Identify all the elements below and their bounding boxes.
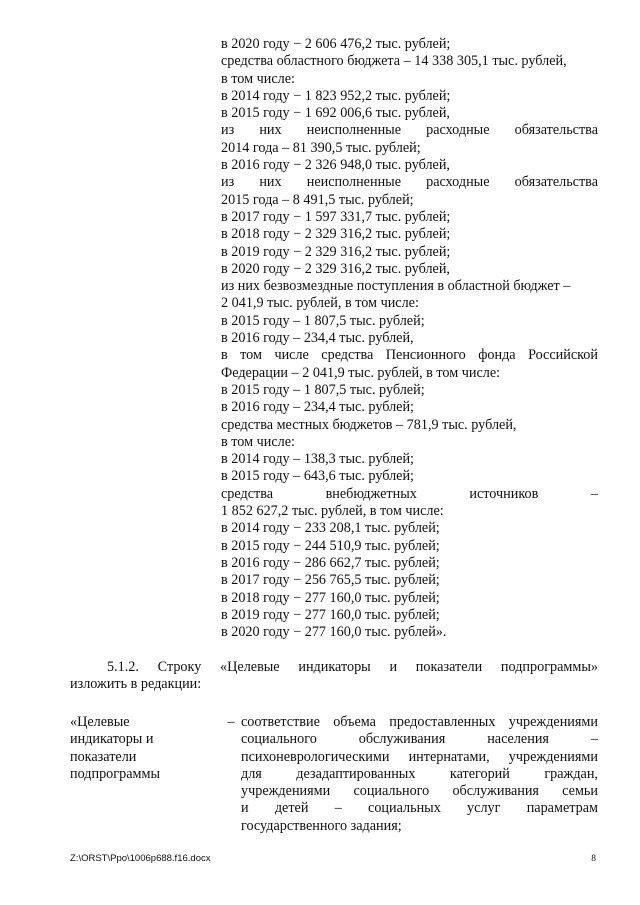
indicators-label [70, 714, 210, 783]
indicators-value-line: для дезадаптированных категорий граждан, [241, 765, 598, 782]
funding-line: из них неисполненные расходные обязательства [221, 174, 598, 191]
indicators-label-line: подпрограммы [70, 765, 160, 782]
funding-line: в 2018 году − 277 160,0 тыс. рублей; [221, 589, 440, 606]
funding-line: в 2014 году – 138,3 тыс. рублей; [221, 451, 414, 468]
funding-line: из них неисполненные расходные обязательства [221, 122, 598, 139]
section-heading-continuation: изложить в редакции: [70, 676, 202, 693]
funding-line: в 2016 году – 234,4 тыс. рублей, [221, 330, 414, 347]
funding-line: в том числе средства Пенсионного фонда Российской [221, 347, 598, 364]
indicators-value-line: и детей – социальных услуг параметрам [241, 800, 598, 817]
funding-line: Федерации – 2 041,9 тыс. рублей, в том числе: [221, 364, 501, 381]
funding-line: из них безвозмездные поступления в областной бюджет – [221, 278, 571, 295]
funding-line: в 2020 году − 277 160,0 тыс. рублей». [221, 624, 447, 641]
indicators-label-line: показатели [70, 748, 137, 765]
indicators-value-line: психоневрологическими интернатами, учреждениями [241, 748, 598, 765]
funding-line: в 2018 году − 2 329 316,2 тыс. рублей; [221, 226, 451, 243]
funding-line: в 2016 году − 2 326 948,0 тыс. рублей, [221, 157, 450, 174]
indicators-value-line: государственного задания; [241, 817, 402, 834]
funding-line: в 2016 году – 234,4 тыс. рублей; [221, 399, 414, 416]
indicators-dash: – [227, 714, 235, 730]
funding-line: в 2015 году − 1 692 006,6 тыс. рублей, [221, 105, 450, 122]
funding-line: в 2020 году − 2 329 316,2 тыс. рублей, [221, 260, 450, 277]
funding-line: в том числе: [221, 70, 295, 87]
indicators-value-line: учреждениями социального обслуживания семьи [241, 783, 598, 800]
section-5-1-2 [70, 659, 598, 694]
funding-line: 1 852 627,2 тыс. рублей, в том числе: [221, 503, 444, 520]
funding-sources-text [221, 36, 598, 641]
indicators-value-line: соответствие объема предоставленных учреждениями [241, 714, 598, 730]
indicators-label-line: «Целевые [70, 714, 130, 730]
funding-line: в 2014 году − 1 823 952,2 тыс. рублей; [221, 87, 451, 104]
section-heading-line: 5.1.2. Строку «Целевые индикаторы и показатели подпрограммы» [107, 659, 598, 675]
funding-line: 2 041,9 тыс. рублей, в том числе: [221, 295, 419, 312]
funding-line: 2014 года – 81 390,5 тыс. рублей; [221, 139, 421, 156]
funding-line: в 2015 году – 643,6 тыс. рублей; [221, 468, 414, 485]
footer-file-path: Z:\ORST\Ppo\1006p688.f16.docx [70, 853, 211, 864]
funding-line: 2015 года – 8 491,5 тыс. рублей; [221, 191, 414, 208]
funding-line: в 2015 году – 1 807,5 тыс. рублей; [221, 312, 425, 329]
funding-line: в 2015 году – 1 807,5 тыс. рублей; [221, 381, 425, 398]
footer-page-number: 8 [591, 854, 596, 864]
funding-line: в 2015 году − 244 510,9 тыс. рублей; [221, 537, 440, 554]
funding-line: средства областного бюджета – 14 338 305,1 тыс. рублей, [221, 53, 567, 70]
funding-line: в том числе: [221, 433, 295, 450]
funding-line: средства внебюджетных источников – [221, 485, 598, 502]
funding-line: средства местных бюджетов – 781,9 тыс. рублей, [221, 416, 517, 433]
funding-line: в 2019 году − 277 160,0 тыс. рублей; [221, 606, 440, 623]
funding-line: в 2014 году − 233 208,1 тыс. рублей; [221, 520, 440, 537]
funding-line: в 2016 году − 286 662,7 тыс. рублей; [221, 554, 440, 571]
funding-line: в 2017 году − 256 765,5 тыс. рублей; [221, 572, 440, 589]
funding-line: в 2017 году − 1 597 331,7 тыс. рублей; [221, 208, 451, 225]
indicators-value-line: социального обслуживания населения – [241, 731, 598, 748]
funding-line: в 2020 году − 2 606 476,2 тыс. рублей; [221, 36, 451, 52]
indicators-label-line: индикаторы и [70, 731, 154, 748]
indicators-value [241, 714, 598, 835]
funding-line: в 2019 году − 2 329 316,2 тыс. рублей; [221, 243, 451, 260]
